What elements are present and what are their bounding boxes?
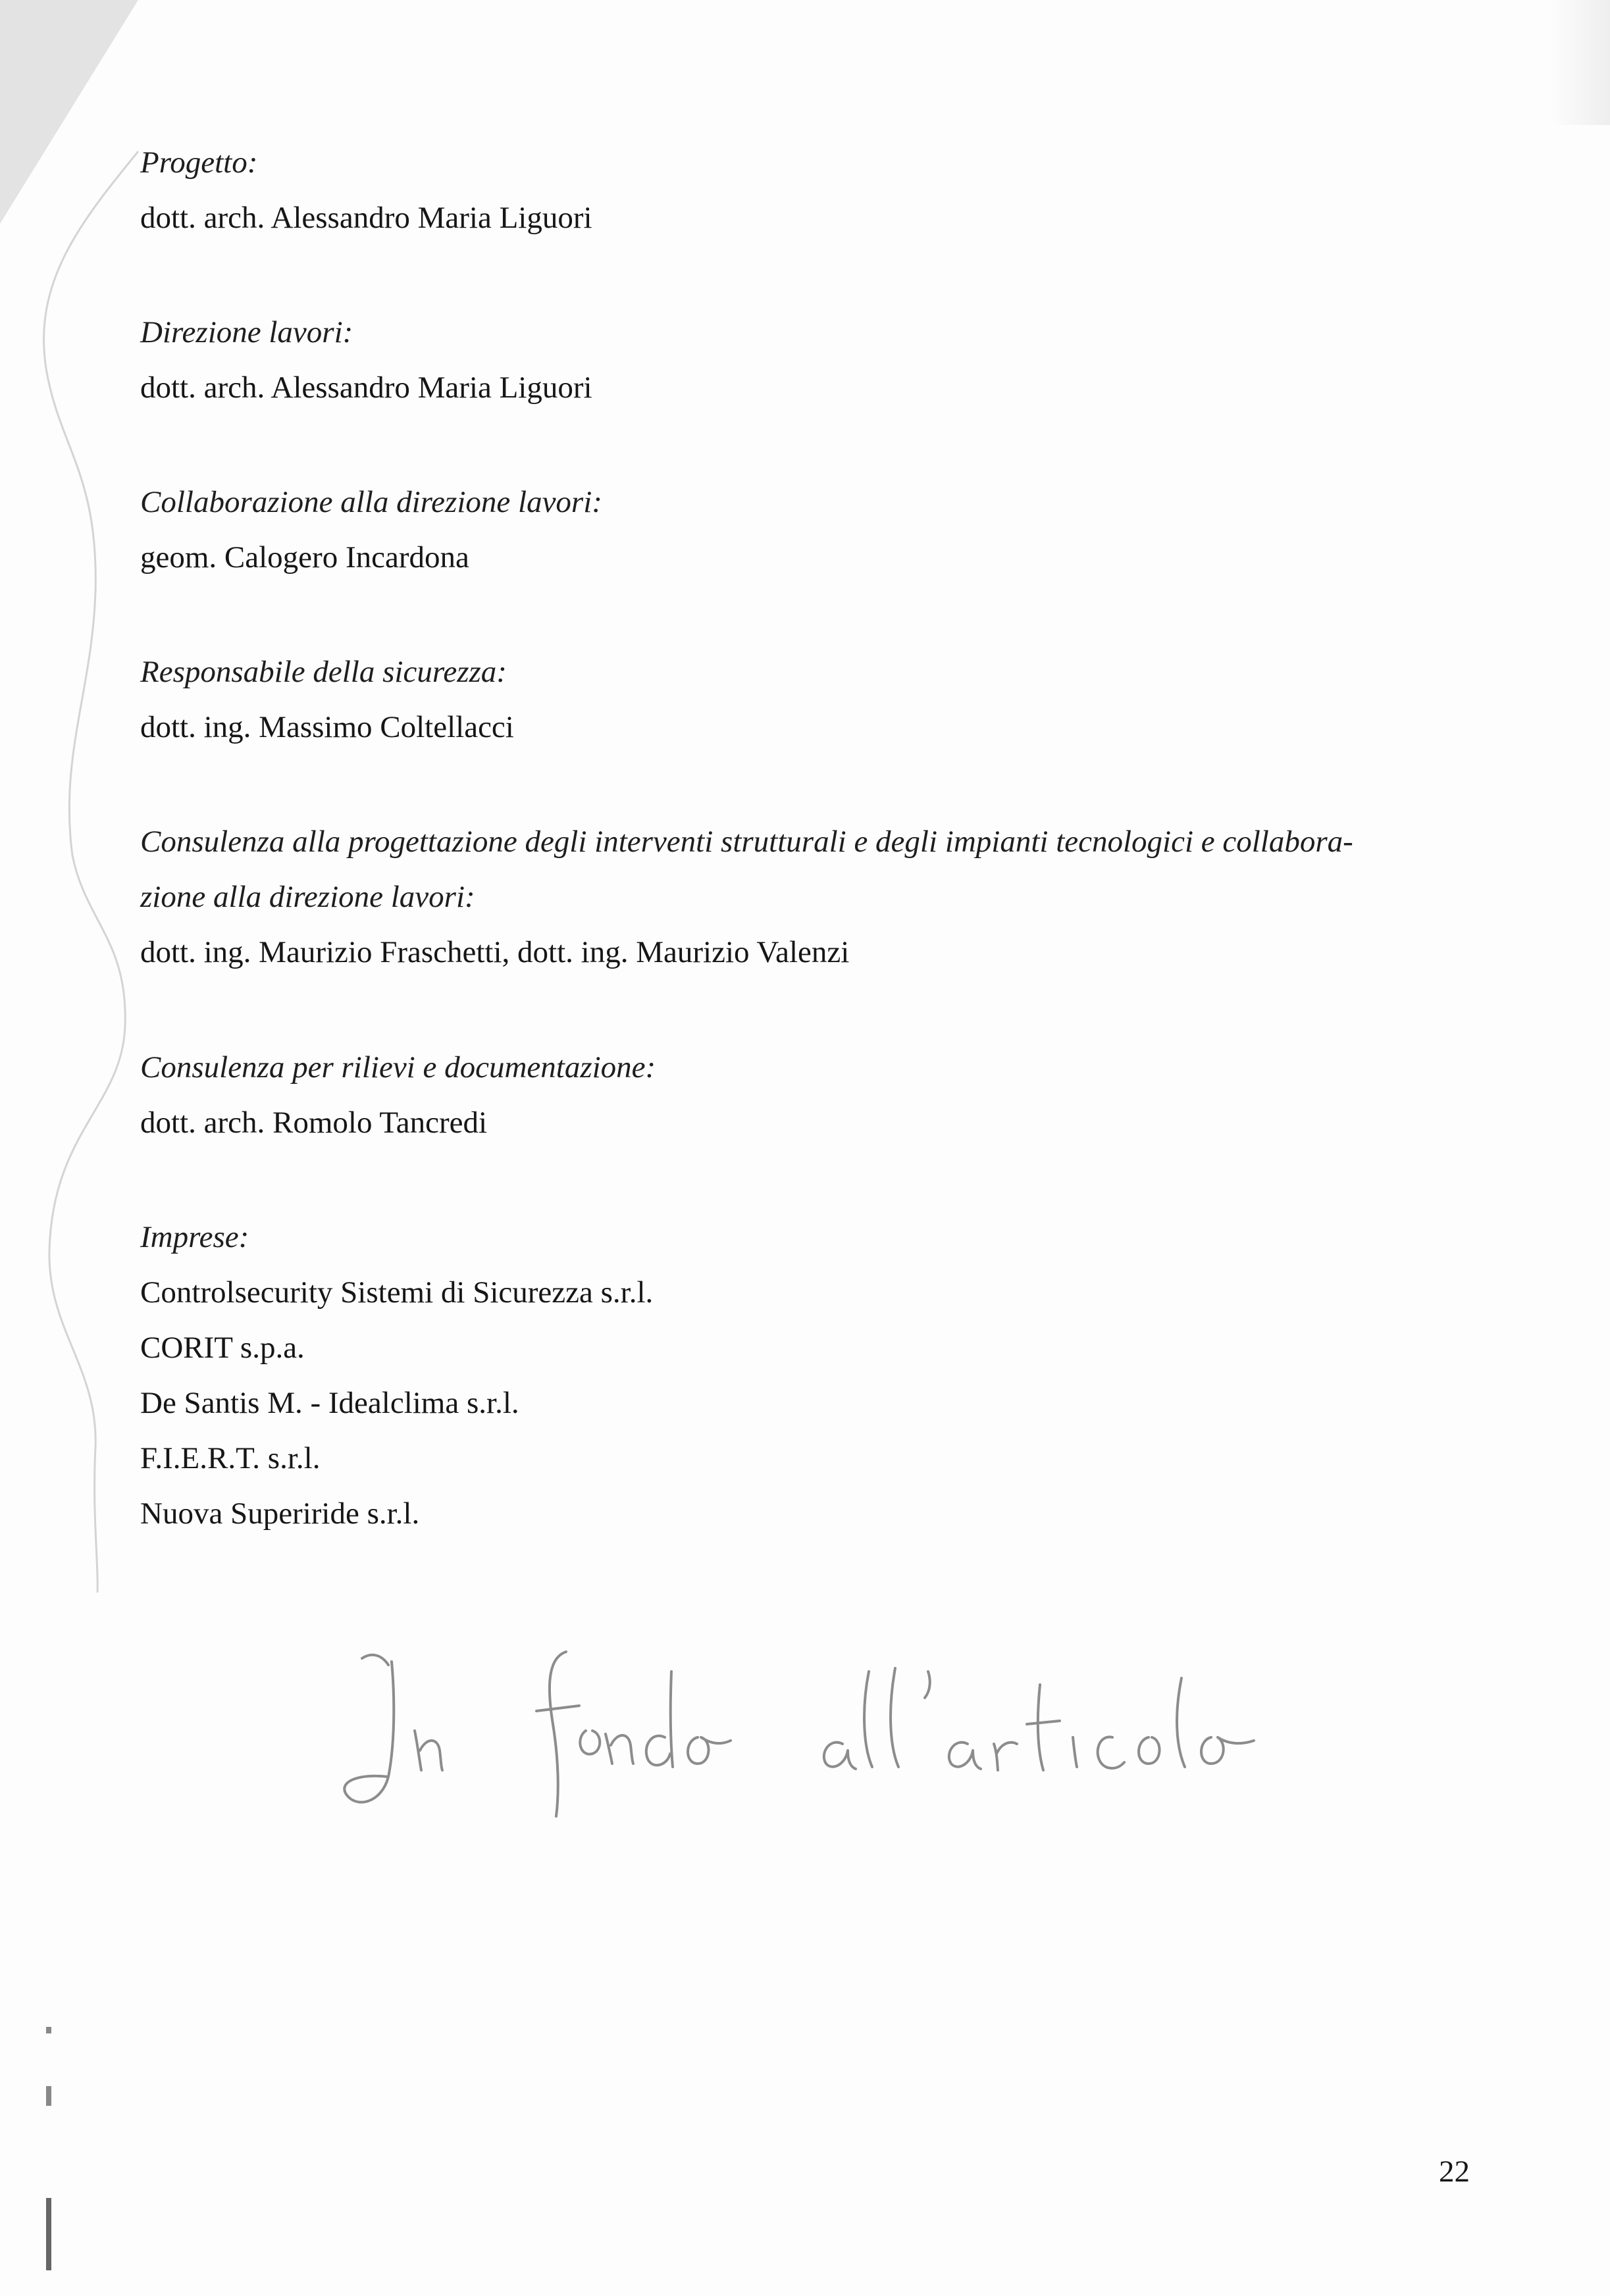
- handwritten-note: [342, 1632, 1297, 1829]
- section-rilievi: [140, 1040, 656, 1150]
- progetto-label: Progetto:: [140, 145, 258, 180]
- progetto-value: dott. arch. Alessandro Maria Liguori: [140, 201, 592, 235]
- impresa-item: Controlsecurity Sistemi di Sicurezza s.r.l.: [140, 1275, 654, 1310]
- scan-edge-shade: [1551, 0, 1610, 125]
- section-imprese: [140, 1210, 653, 1541]
- collaborazione-label: Collaborazione alla direzione lavori:: [140, 485, 602, 519]
- scan-edge-marks: [46, 2001, 54, 2277]
- section-sicurezza: [140, 644, 514, 755]
- sicurezza-label: Responsabile della sicurezza:: [140, 655, 507, 689]
- rilievi-value: dott. arch. Romolo Tancredi: [140, 1106, 488, 1140]
- impresa-item: F.I.E.R.T. s.r.l.: [140, 1441, 321, 1475]
- section-progetto: [140, 135, 592, 245]
- direzione-label: Direzione lavori:: [140, 315, 353, 349]
- direzione-value: dott. arch. Alessandro Maria Liguori: [140, 370, 592, 405]
- consulenza-strutturale-value: dott. ing. Maurizio Fraschetti, dott. ing. Maurizio Valenzi: [140, 935, 850, 969]
- consulenza-strutturale-label-line1: Consulenza alla progettazione degli interventi strutturali e degli impianti tecnologici e collabora-: [140, 825, 1353, 859]
- page-number: 22: [1439, 2155, 1470, 2189]
- impresa-item: CORIT s.p.a.: [140, 1331, 305, 1365]
- handwritten-note-text: In fondo all'articolo: [342, 1632, 348, 1633]
- impresa-item: Nuova Superiride s.r.l.: [140, 1496, 420, 1531]
- sicurezza-value: dott. ing. Massimo Coltellacci: [140, 710, 514, 744]
- imprese-label: Imprese:: [140, 1220, 249, 1254]
- section-direzione-lavori: [140, 305, 592, 415]
- rilievi-label: Consulenza per rilievi e documentazione:: [140, 1050, 656, 1084]
- impresa-item: De Santis M. - Idealclima s.r.l.: [140, 1386, 519, 1420]
- collaborazione-value: geom. Calogero Incardona: [140, 540, 469, 574]
- section-consulenza-strutturale: [140, 814, 1490, 980]
- section-collaborazione: [140, 474, 602, 585]
- consulenza-strutturale-label-line2: zione alla direzione lavori:: [140, 880, 475, 914]
